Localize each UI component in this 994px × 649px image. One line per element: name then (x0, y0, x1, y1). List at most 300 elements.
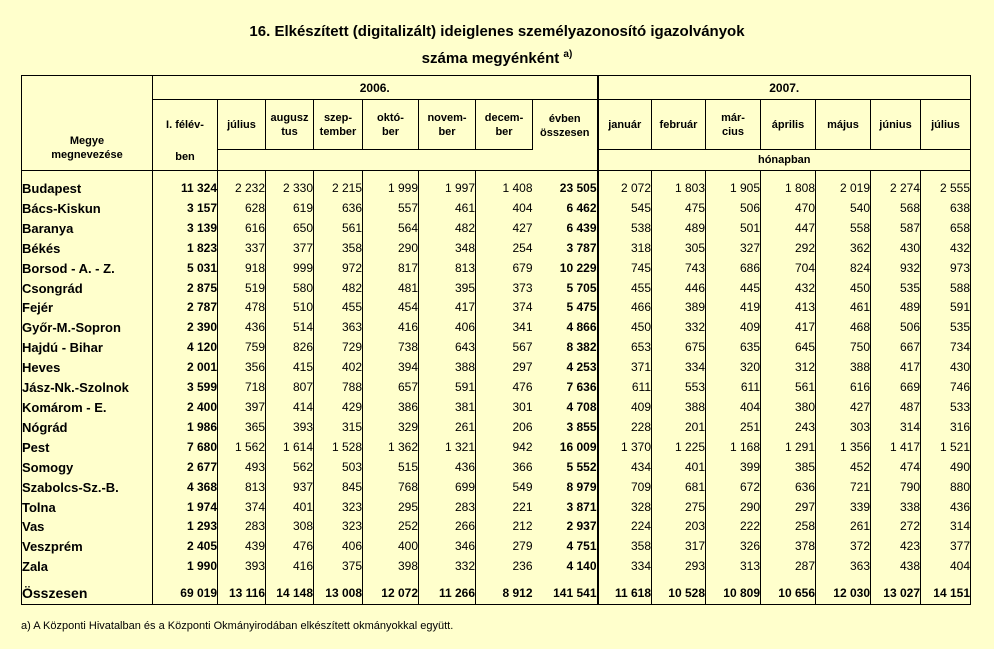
table-row (22, 557, 971, 577)
value-cell: 790 (871, 478, 921, 498)
month-2006-dec-header (476, 100, 533, 150)
value-cell: 272 (871, 517, 921, 537)
county-name: Veszprém (22, 537, 153, 557)
value-cell: 937 (266, 478, 314, 498)
value-cell: 275 (652, 498, 706, 518)
value-cell: 313 (706, 557, 761, 577)
spacer-cell (871, 171, 921, 180)
value-cell: 406 (419, 318, 476, 338)
value-cell: 395 (419, 279, 476, 299)
monthly-band-2006 (218, 150, 533, 171)
value-cell: 1 986 (153, 418, 218, 438)
value-cell: 2 400 (153, 398, 218, 418)
value-cell: 482 (314, 279, 363, 299)
value-cell: 429 (314, 398, 363, 418)
title-line-2 (0, 43, 994, 70)
value-cell: 650 (266, 219, 314, 239)
value-cell: 450 (598, 318, 652, 338)
value-cell: 1 356 (816, 438, 871, 458)
value-cell: 718 (218, 378, 266, 398)
value-cell: 401 (266, 498, 314, 518)
month-label: február (659, 118, 698, 131)
value-cell: 657 (363, 378, 419, 398)
value-cell: 3 787 (566, 240, 597, 255)
value-cell: 236 (512, 559, 533, 574)
county-name: Hajdú - Bihar (22, 338, 153, 358)
county-name: Pest (22, 438, 153, 458)
value-cell: 1 999 (363, 179, 419, 199)
value-cell: 628 (218, 199, 266, 219)
month-2007-apr-header (761, 100, 816, 150)
value-cell: 11 618 (598, 583, 652, 605)
county-name: Fejér (22, 298, 153, 318)
month-label: már- (721, 111, 745, 124)
value-cell: 1 362 (363, 438, 419, 458)
value-cell: 619 (266, 199, 314, 219)
table-row (22, 478, 971, 498)
half-year-header (153, 100, 218, 150)
value-cell: 1 823 (153, 239, 218, 259)
value-cell: 356 (218, 358, 266, 378)
value-cell: 973 (949, 260, 970, 275)
value-cell: 653 (598, 338, 652, 358)
value-cell: 11 324 (153, 179, 218, 199)
county-name: Békés (22, 239, 153, 259)
value-cell: 358 (598, 537, 652, 557)
value-cell: 371 (598, 358, 652, 378)
month-label: június (879, 118, 912, 131)
value-cell: 394 (363, 358, 419, 378)
value-cell: 549 (512, 479, 533, 494)
value-cell: 813 (218, 478, 266, 498)
table-row (22, 458, 971, 478)
value-cell: 14 151 (921, 583, 971, 605)
value-cell: 2 555 (939, 181, 970, 195)
value-cell: 1 808 (761, 179, 816, 199)
table-row (22, 338, 971, 358)
value-cell: 385 (761, 458, 816, 478)
month-2007-jun-header (871, 100, 921, 150)
value-cell: 2 330 (266, 179, 314, 199)
value-cell: 423 (871, 537, 921, 557)
value-cell: 388 (419, 358, 476, 378)
value-cell: 381 (419, 398, 476, 418)
value-cell: 206 (512, 419, 533, 434)
value-cell: 6 462 (566, 200, 597, 215)
county-name: Csongrád (22, 279, 153, 299)
value-cell: 468 (816, 318, 871, 338)
month-2007-jan-header (598, 100, 652, 150)
value-cell: 362 (816, 239, 871, 259)
county-name: Komárom - E. (22, 398, 153, 418)
value-cell: 439 (218, 537, 266, 557)
table-row (22, 378, 971, 398)
value-cell: 636 (761, 478, 816, 498)
value-cell: 476 (512, 380, 533, 395)
value-cell: 417 (761, 318, 816, 338)
value-cell: 669 (871, 378, 921, 398)
value-cell: 3 157 (153, 199, 218, 219)
value-cell: 616 (816, 378, 871, 398)
value-cell: 588 (949, 280, 970, 295)
month-label-2: tember (319, 125, 357, 138)
value-cell: 558 (816, 219, 871, 239)
value-cell: 287 (761, 557, 816, 577)
value-cell: 297 (512, 360, 533, 375)
value-cell: 312 (761, 358, 816, 378)
value-cell: 490 (949, 459, 970, 474)
value-cell: 2 677 (153, 458, 218, 478)
table-row (22, 179, 971, 199)
value-cell: 203 (652, 517, 706, 537)
value-cell: 4 120 (153, 338, 218, 358)
value-cell: 667 (871, 338, 921, 358)
value-cell: 493 (218, 458, 266, 478)
month-label-2: tus (281, 125, 298, 138)
year-2007-header: 2007. (598, 76, 971, 100)
month-2007-may-header (816, 100, 871, 150)
value-cell: 1 521 (939, 439, 970, 454)
month-label-2: cius (721, 125, 744, 138)
value-cell: 1 417 (871, 438, 921, 458)
spacer-cell (419, 171, 476, 180)
value-cell: 388 (816, 358, 871, 378)
value-cell: 8 912 (476, 583, 533, 605)
value-cell: 553 (652, 378, 706, 398)
month-label: augusz (270, 111, 309, 124)
spacer-cell (816, 171, 871, 180)
value-cell: 404 (512, 200, 533, 215)
year-total-line-2: összesen (539, 127, 590, 139)
value-cell: 373 (512, 280, 533, 295)
table-row (22, 583, 971, 605)
value-cell: 397 (218, 398, 266, 418)
value-cell: 535 (949, 320, 970, 335)
footnote: a) A Központi Hivatalban és a Központi Okmányirodában elkészített okmányokkal együtt. (21, 620, 454, 632)
value-cell: 2 274 (871, 179, 921, 199)
county-name: Nógrád (22, 418, 153, 438)
county-column-header (22, 76, 153, 171)
value-cell: 409 (598, 398, 652, 418)
value-cell: 279 (512, 539, 533, 554)
table-row (22, 298, 971, 318)
month-label: decem- (484, 111, 524, 124)
county-name: Borsod - A. - Z. (22, 259, 153, 279)
month-2006-oct-header (363, 100, 419, 150)
spacer-cell (598, 171, 652, 180)
value-cell: 807 (266, 378, 314, 398)
value-cell: 23 505 (559, 181, 597, 195)
value-cell: 746 (949, 380, 970, 395)
value-cell: 419 (706, 298, 761, 318)
value-cell: 402 (314, 358, 363, 378)
month-2006-sep-header (314, 100, 363, 150)
value-cell: 13 008 (314, 583, 363, 605)
value-cell: 290 (363, 239, 419, 259)
value-cell: 295 (363, 498, 419, 518)
month-label: május (827, 118, 859, 131)
value-cell: 999 (266, 259, 314, 279)
value-cell: 377 (949, 539, 970, 554)
table-row (22, 517, 971, 537)
year-total-line-1: évben (548, 113, 581, 125)
value-cell: 591 (949, 300, 970, 315)
value-cell: 401 (652, 458, 706, 478)
value-cell: 826 (266, 338, 314, 358)
value-cell: 721 (816, 478, 871, 498)
value-cell: 221 (512, 499, 533, 514)
spacer-row (22, 171, 971, 180)
value-cell: 824 (816, 259, 871, 279)
value-cell: 374 (512, 300, 533, 315)
value-cell: 503 (314, 458, 363, 478)
value-cell: 11 266 (419, 583, 476, 605)
value-cell: 813 (419, 259, 476, 279)
value-cell: 452 (816, 458, 871, 478)
value-cell: 942 (512, 439, 533, 454)
value-cell: 316 (949, 419, 970, 434)
spacer-cell (218, 171, 266, 180)
value-cell: 4 253 (566, 360, 597, 375)
value-cell: 1 562 (218, 438, 266, 458)
value-cell: 535 (871, 279, 921, 299)
value-cell: 363 (816, 557, 871, 577)
value-cell: 363 (314, 318, 363, 338)
value-cell: 348 (419, 239, 476, 259)
value-cell: 880 (949, 479, 970, 494)
title-line-2-text: száma megyénként (421, 50, 560, 67)
value-cell: 303 (816, 418, 871, 438)
value-cell: 580 (266, 279, 314, 299)
value-cell: 339 (816, 498, 871, 518)
value-cell: 3 139 (153, 219, 218, 239)
value-cell: 14 148 (266, 583, 314, 605)
value-cell: 2 072 (598, 179, 652, 199)
spacer-cell (921, 171, 971, 180)
spacer-cell (314, 171, 363, 180)
value-cell: 378 (761, 537, 816, 557)
value-cell: 750 (816, 338, 871, 358)
table-row (22, 259, 971, 279)
value-cell: 430 (871, 239, 921, 259)
value-cell: 334 (652, 358, 706, 378)
county-name: Jász-Nk.-Szolnok (22, 378, 153, 398)
value-cell: 305 (652, 239, 706, 259)
value-cell: 4 866 (566, 320, 597, 335)
value-cell: 222 (706, 517, 761, 537)
value-cell: 292 (761, 239, 816, 259)
spacer-cell (476, 171, 533, 180)
table-row (22, 398, 971, 418)
value-cell: 4 140 (566, 559, 597, 574)
value-cell: 436 (419, 458, 476, 478)
value-cell: 1 291 (761, 438, 816, 458)
value-cell: 254 (512, 240, 533, 255)
value-cell: 323 (314, 498, 363, 518)
value-cell: 438 (871, 557, 921, 577)
value-cell: 2 875 (153, 279, 218, 299)
value-cell: 510 (266, 298, 314, 318)
value-cell: 388 (652, 398, 706, 418)
value-cell: 587 (871, 219, 921, 239)
value-cell: 243 (761, 418, 816, 438)
value-cell: 375 (314, 557, 363, 577)
month-label: szep- (323, 111, 353, 124)
value-cell: 4 751 (566, 539, 597, 554)
value-cell: 487 (871, 398, 921, 418)
value-cell: 540 (816, 199, 871, 219)
county-header-line-2: megnevezése (51, 149, 123, 161)
spacer-cell (652, 171, 706, 180)
table-row (22, 279, 971, 299)
half-year-header-suffix: ben (153, 150, 218, 171)
month-label-2: ber (381, 125, 400, 138)
value-cell: 533 (949, 399, 970, 414)
value-cell: 738 (363, 338, 419, 358)
value-cell: 745 (598, 259, 652, 279)
value-cell: 1 370 (598, 438, 652, 458)
value-cell: 476 (266, 537, 314, 557)
month-2006-nov-header (419, 100, 476, 150)
value-cell: 404 (949, 559, 970, 574)
year-2006-header: 2006. (153, 76, 598, 100)
value-cell: 252 (363, 517, 419, 537)
table-row (22, 537, 971, 557)
value-cell: 1 990 (153, 557, 218, 577)
value-cell: 314 (871, 418, 921, 438)
value-cell: 261 (816, 517, 871, 537)
value-cell: 2 937 (566, 519, 597, 534)
value-cell: 326 (706, 537, 761, 557)
value-cell: 1 528 (314, 438, 363, 458)
table-row (22, 418, 971, 438)
value-cell: 474 (871, 458, 921, 478)
table-row (22, 498, 971, 518)
value-cell: 616 (218, 219, 266, 239)
value-cell: 2 787 (153, 298, 218, 318)
value-cell: 557 (363, 199, 419, 219)
value-cell: 1 321 (419, 438, 476, 458)
value-cell: 10 528 (652, 583, 706, 605)
title-footnote-marker: a) (563, 49, 573, 60)
value-cell: 591 (419, 378, 476, 398)
value-cell: 450 (816, 279, 871, 299)
value-cell: 398 (363, 557, 419, 577)
value-cell: 13 116 (218, 583, 266, 605)
value-cell: 709 (598, 478, 652, 498)
value-cell: 389 (652, 298, 706, 318)
value-cell: 10 809 (706, 583, 761, 605)
table-row (22, 219, 971, 239)
value-cell: 329 (363, 418, 419, 438)
value-cell: 320 (706, 358, 761, 378)
value-cell: 478 (218, 298, 266, 318)
month-label-2: ber (495, 125, 513, 138)
title-line-1: 16. Elkészített (digitalizált) ideiglenes személyazonosító igazolványok (249, 23, 745, 40)
value-cell: 729 (314, 338, 363, 358)
value-cell: 3 855 (566, 419, 597, 434)
value-cell: 5 552 (566, 459, 597, 474)
value-cell: 266 (419, 517, 476, 537)
table-row (22, 438, 971, 458)
value-cell: 358 (314, 239, 363, 259)
value-cell: 323 (314, 517, 363, 537)
value-cell: 447 (761, 219, 816, 239)
value-cell: 346 (419, 537, 476, 557)
value-cell: 10 229 (559, 260, 597, 275)
value-cell: 686 (706, 259, 761, 279)
value-cell: 12 072 (363, 583, 419, 605)
value-cell: 506 (871, 318, 921, 338)
county-name: Győr-M.-Sopron (22, 318, 153, 338)
value-cell: 1 293 (153, 517, 218, 537)
value-cell: 228 (598, 418, 652, 438)
value-cell: 1 997 (419, 179, 476, 199)
value-cell: 672 (706, 478, 761, 498)
value-cell: 8 979 (566, 479, 597, 494)
value-cell: 224 (598, 517, 652, 537)
value-cell: 434 (598, 458, 652, 478)
value-cell: 562 (266, 458, 314, 478)
value-cell: 470 (761, 199, 816, 219)
value-cell: 332 (419, 557, 476, 577)
value-cell: 564 (363, 219, 419, 239)
county-name: Szabolcs-Sz.-B. (22, 478, 153, 498)
table-row (22, 318, 971, 338)
spacer-cell (363, 171, 419, 180)
value-cell: 561 (314, 219, 363, 239)
value-cell: 638 (949, 200, 970, 215)
county-name: Baranya (22, 219, 153, 239)
value-cell: 481 (363, 279, 419, 299)
value-cell: 314 (949, 519, 970, 534)
county-name: Tolna (22, 498, 153, 518)
value-cell: 918 (218, 259, 266, 279)
value-cell: 5 705 (566, 280, 597, 295)
value-cell: 377 (266, 239, 314, 259)
county-name: Összesen (22, 583, 153, 605)
value-cell: 6 439 (566, 220, 597, 235)
month-label: októ- (377, 111, 404, 124)
value-cell: 845 (314, 478, 363, 498)
value-cell: 515 (363, 458, 419, 478)
value-cell: 2 001 (153, 358, 218, 378)
value-cell: 2 232 (218, 179, 266, 199)
spacer-cell (761, 171, 816, 180)
monthly-label-2007: hónapban (598, 150, 971, 171)
value-cell: 658 (949, 220, 970, 235)
county-name: Heves (22, 358, 153, 378)
data-table (21, 75, 971, 605)
value-cell: 743 (652, 259, 706, 279)
value-cell: 10 656 (761, 583, 816, 605)
value-cell: 2 019 (816, 179, 871, 199)
value-cell: 16 009 (559, 439, 597, 454)
value-cell: 315 (314, 418, 363, 438)
value-cell: 972 (314, 259, 363, 279)
value-cell: 283 (419, 498, 476, 518)
value-cell: 406 (314, 537, 363, 557)
spacer-cell (153, 171, 218, 180)
value-cell: 393 (218, 557, 266, 577)
month-label: július (227, 118, 256, 131)
value-cell: 337 (218, 239, 266, 259)
value-cell: 611 (598, 378, 652, 398)
value-cell: 489 (652, 219, 706, 239)
value-cell: 293 (652, 557, 706, 577)
county-name: Somogy (22, 458, 153, 478)
value-cell: 4 708 (566, 399, 597, 414)
